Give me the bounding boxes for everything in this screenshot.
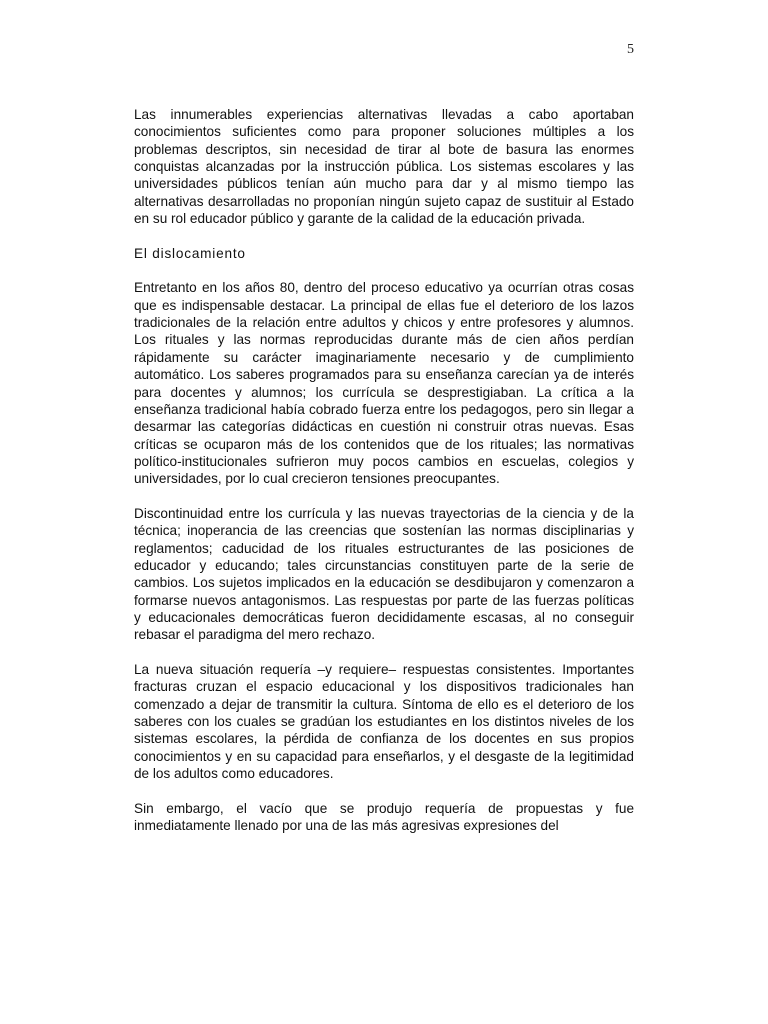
page-number: 5 xyxy=(627,42,634,57)
document-body xyxy=(134,106,634,852)
paragraph-4: La nueva situación requería –y requiere– respuestas consistentes. Importantes fracturas cruzan el espacio educacional y los dispositivos tradicionales han comenzado a dejar de transmitir la cultura. Síntoma de ello es el deterioro de los saberes con los cuales se gradúan los estudiantes en los distintos niveles de los sistemas escolares, la pérdida de confianza de los docentes en sus propios conocimientos y en su capacidad para enseñarlos, y el desgaste de la legitimidad de los adultos como educadores. xyxy=(134,662,634,782)
section-heading: El dislocamiento xyxy=(134,245,246,261)
paragraph-5: Sin embargo, el vacío que se produjo requería de propuestas y fue inmediatamente llenado por una de las más agresivas expresiones del xyxy=(134,800,634,834)
paragraph-2: Entretanto en los años 80, dentro del proceso educativo ya ocurrían otras cosas que es indispensable destacar. La principal de ellas fue el deterioro de los lazos tradicionales de la relación entre adultos y chicos y entre profesores y alumnos. Los rituales y las normas reproducidas durante más de cien años perdían rápidamente su carácter imaginariamente necesario y de cumplimiento automático. Los saberes programados para su enseñanza carecían ya de interés para docentes y alumnos; los currícula se desprestigiaban. La crítica a la enseñanza tradicional había cobrado fuerza entre los pedagogos, pero sin llegar a desarmar las categorías didácticas en cuestión ni construir otras nuevas. Esas críticas se ocuparon más de los contenidos que de los rituales; las normativas político-institucionales sufrieron muy pocos cambios en escuelas, colegios y universidades, por lo cual crecieron tensiones preocupantes. xyxy=(134,280,634,487)
paragraph-3: Discontinuidad entre los currícula y las nuevas trayectorias de la ciencia y de la técnica; inoperancia de las creencias que sostenían las normas disciplinarias y reglamentos; caducidad de los rituales estructurantes de las posiciones de educador y educando; tales circunstancias constituyen parte de la serie de cambios. Los sujetos implicados en la educación se desdibujaron y comenzaron a formarse nuevos antagonismos. Las respuestas por parte de las fuerzas políticas y educacionales democráticas fueron decididamente escasas, al no conseguir rebasar el paradigma del mero rechazo. xyxy=(134,505,634,643)
paragraph-1: Las innumerables experiencias alternativas llevadas a cabo aportaban conocimientos suficientes como para proponer soluciones múltiples a los problemas descriptos, sin necesidad de tirar al bote de basura las enormes conquistas alcanzadas por la instrucción pública. Los sistemas escolares y las universidades públicos tenían aún mucho para dar y al mismo tiempo las alternativas desarrolladas no proponían ningún sujeto capaz de sustituir al Estado en su rol educador público y garante de la calidad de la educación privada. xyxy=(134,107,634,227)
